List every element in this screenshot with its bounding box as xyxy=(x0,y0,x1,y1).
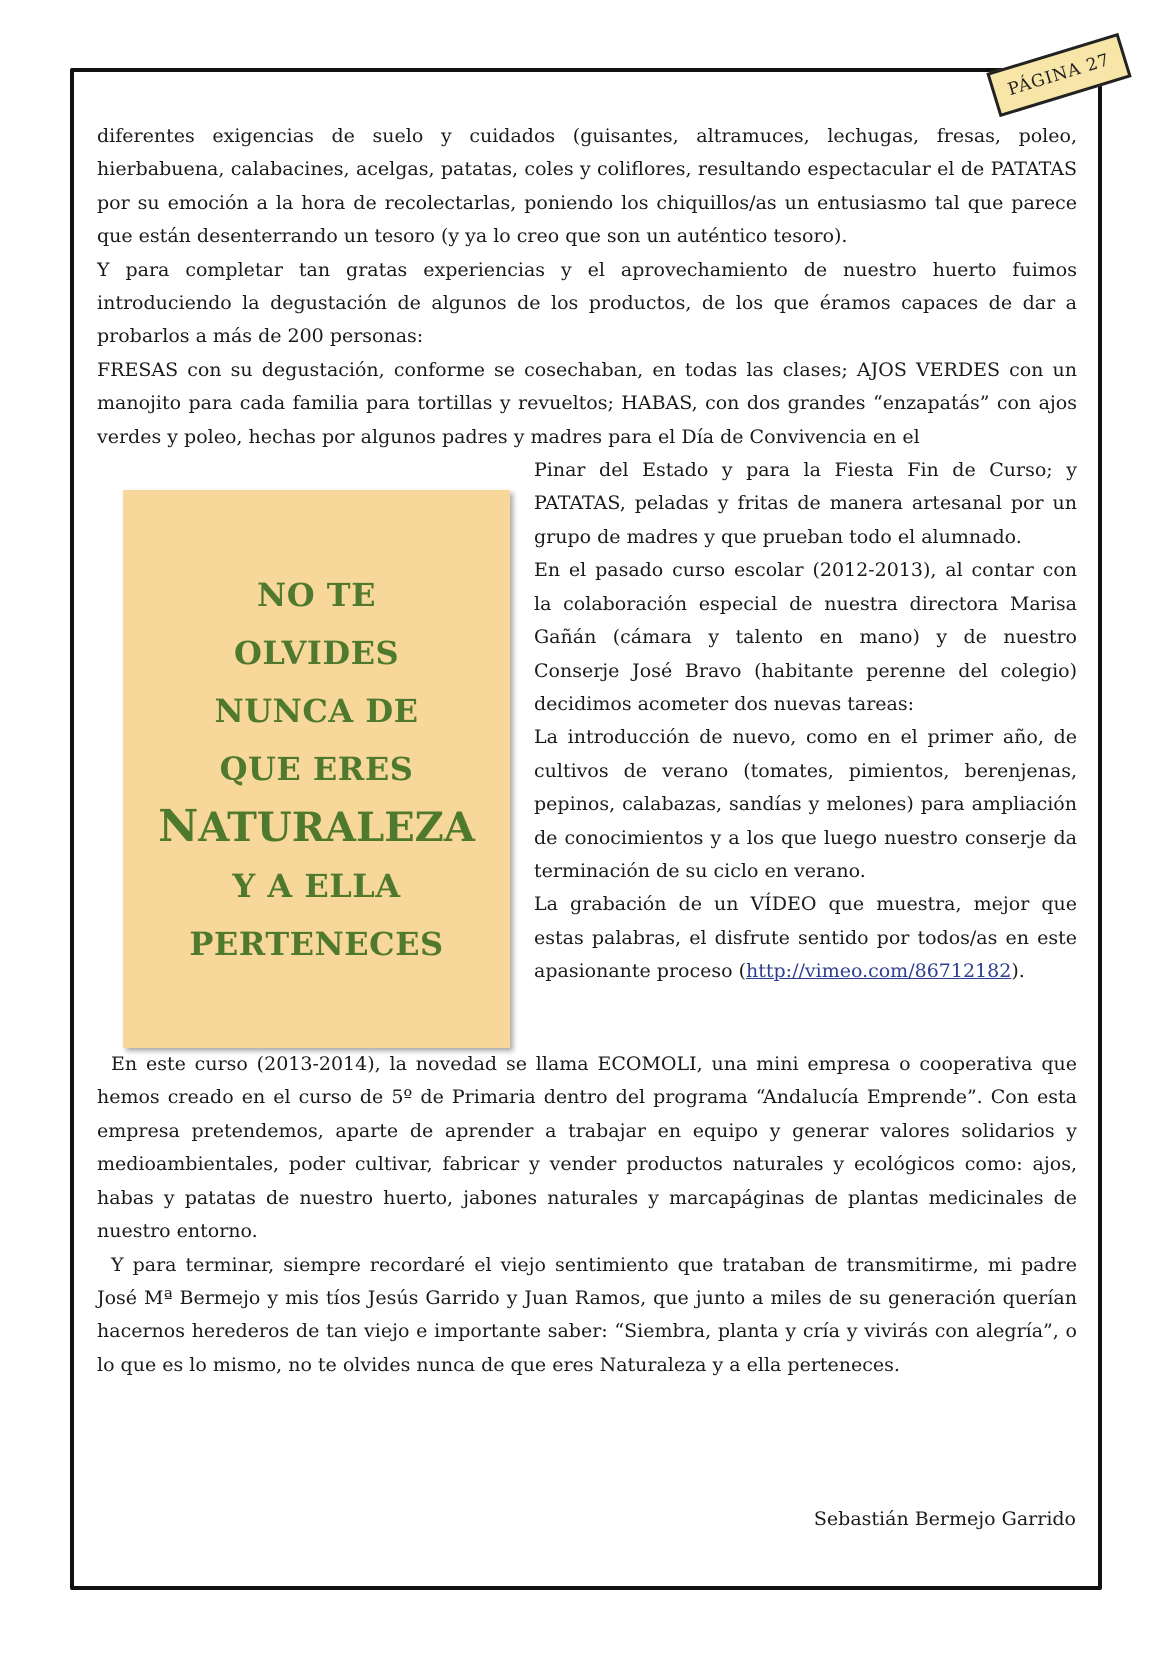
paragraph-previous-year: En el pasado curso escolar (2012-2013), al contar con la colaboración especial de nuestra directora Marisa Gañán (cámara y talento en mano) y de nuestro Conserje José Bravo (habitante perenne del colegio) decidimos acometer dos nuevas tareas: xyxy=(534,559,1077,715)
callout-line: QUE ERES xyxy=(219,749,414,788)
callout-initial-letter: N xyxy=(158,800,199,852)
callout-word-rest: ATURALEZA xyxy=(198,803,475,851)
quote-callout-box xyxy=(123,490,510,1048)
article-body xyxy=(97,120,1077,1382)
paragraph-summer-crops: La introducción de nuevo, como en el primer año, de cultivos de verano (tomates, pimientos, berenjenas, pepinos, calabazas, sandías y melones) para ampliación de conocimientos y a los que luego nuestro conserje da terminación de su ciclo en verano. xyxy=(534,726,1077,882)
callout-line: NO TE xyxy=(257,575,376,614)
callout-line: NUNCA DE xyxy=(214,691,419,730)
video-text-end: ). xyxy=(1011,960,1025,983)
callout-line-highlight xyxy=(158,798,475,857)
paragraph-tasting: Y para completar tan gratas experiencias y el aprovechamiento de nuestro huerto fuimos introduciendo la degustación de algunos de los productos, de los que éramos capaces de dar a probarlos a más de 200 personas: xyxy=(97,258,1077,348)
paragraph-patatas: Pinar del Estado y para la Fiesta Fin de Curso; y PATATAS, peladas y fritas de manera artesanal por un grupo de madres y que prueban todo el alumnado. xyxy=(534,459,1077,548)
page-number-label: PÁGINA 27 xyxy=(1005,49,1113,101)
paragraph-products: FRESAS con su degustación, conforme se cosechaban, en todas las clases; AJOS VERDES con un manojito para cada familia para tortillas y revueltos; HABAS, con dos grandes “enzapatás” con ajos verdes y poleo, hechas por algunos padres y madres para el Día de Convivencia en el xyxy=(97,358,1077,448)
callout-line: PERTENECES xyxy=(189,924,444,963)
callout-line: Y A ELLA xyxy=(232,866,401,905)
video-link[interactable]: http://vimeo.com/86712182 xyxy=(746,960,1012,983)
paragraph-closing: Y para terminar, siempre recordaré el viejo sentimiento que trataban de transmitirme, mi padre José Mª Bermejo y mis tíos Jesús Garrido y Juan Ramos, que junto a miles de su generación querían hacernos herederos de tan viejo e importante saber: “Siembra, planta y cría y vivirás con alegría”, o lo que es lo mismo, no te olvides nunca de que eres Naturaleza y a ella perteneces. xyxy=(97,1253,1077,1376)
callout-line: OLVIDES xyxy=(233,633,400,672)
paragraph-ecomoli: En este curso (2013-2014), la novedad se llama ECOMOLI, una mini empresa o cooperativa que hemos creado en el curso de 5º de Primaria dentro del programa “Andalucía Emprende”. Con esta empresa pretendemos, aparte de aprender a trabajar en equipo y generar valores solidarios y medioambientales, poder cultivar, fabricar y vender productos naturales y ecológicos como: ajos, habas y patatas de nuestro huerto, jabones naturales y marcapáginas de plantas medicinales de nuestro entorno. xyxy=(97,1053,1077,1243)
video-text: La grabación de un VÍDEO que muestra, mejor que estas palabras, el disfrute sentido por todos/as en este apasionante proceso ( xyxy=(534,893,1077,983)
paragraph-crops: diferentes exigencias de suelo y cuidados (guisantes, altramuces, lechugas, fresas, poleo, hierbabuena, calabacines, acelgas, patatas, coles y coliflores, resultando espectacular el de PATATAS por su emoción a la hora de recolectarlas, poniendo los chiquillos/as un entusiasmo tal que parece que están desenterrando un tesoro (y ya lo creo que son un auténtico tesoro). xyxy=(97,125,1077,248)
author-signature: Sebastián Bermejo Garrido xyxy=(813,1508,1076,1530)
